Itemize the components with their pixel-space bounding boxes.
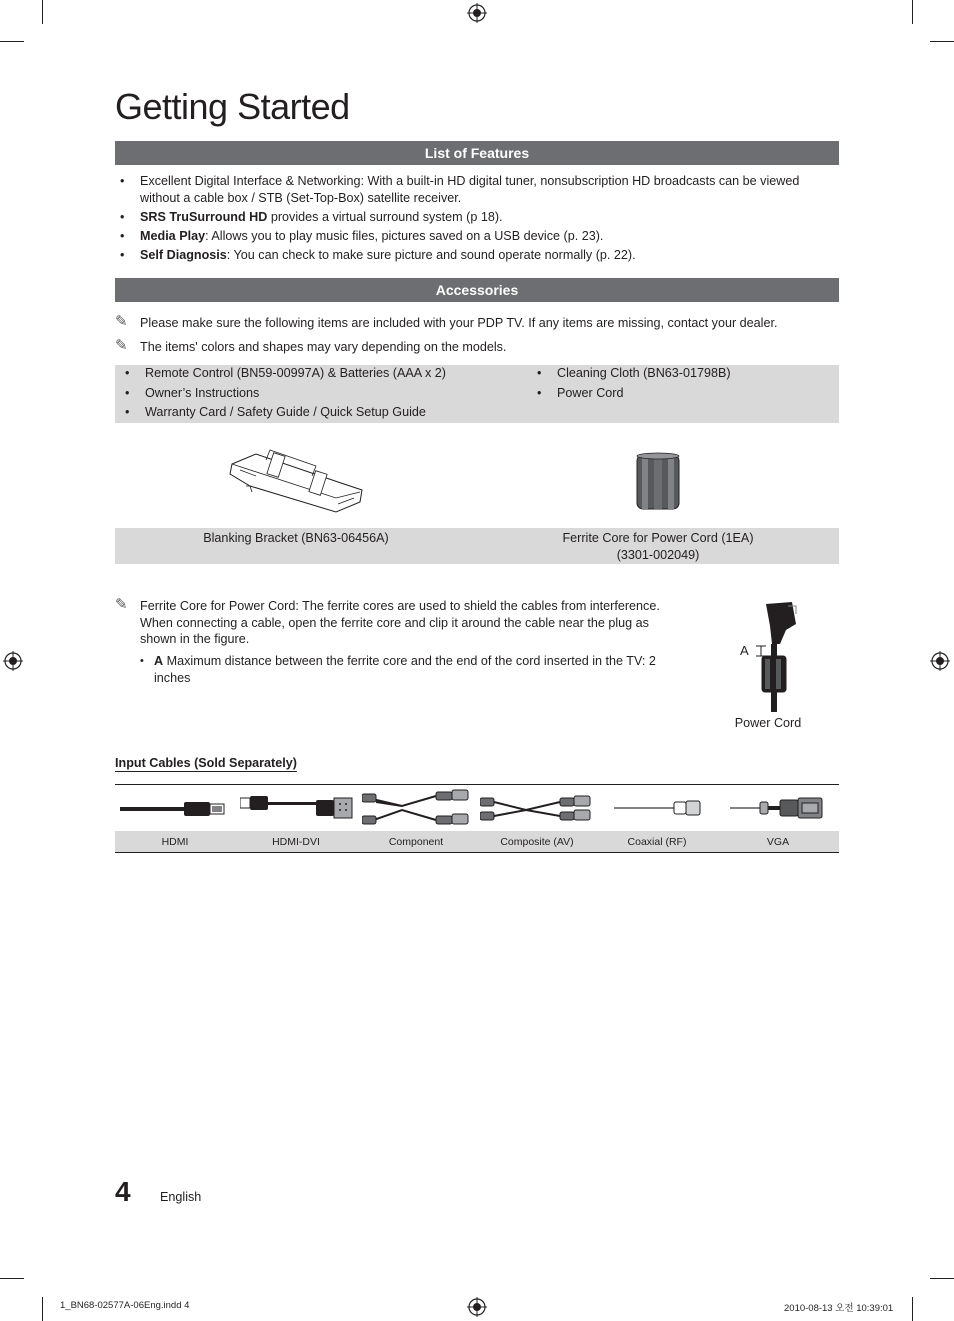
crop-mark — [912, 1297, 913, 1321]
features-header: List of Features — [115, 141, 839, 165]
feature-text: : You can check to make sure picture and sound operate normally (p. 22). — [226, 248, 636, 262]
blanking-bracket-image — [226, 446, 366, 516]
subnote-text: Maximum distance between the ferrite core and the end of the cord inserted in the TV: 2 inches — [154, 654, 656, 685]
figure-label-a: A — [740, 643, 749, 658]
cable-label-hdmi-dvi: HDMI-DVI — [272, 836, 320, 848]
feature-text: Excellent Digital Interface & Networking: With a built-in HD digital tuner, nonsubscription HD broadcasts can be viewed without a cable box / STB (Set-Top-Box) satellite receiver. — [140, 174, 800, 205]
component-cable-image — [362, 788, 470, 828]
crop-mark — [0, 41, 24, 42]
divider — [115, 784, 839, 785]
list-item: • SRS TruSurround HD provides a virtual surround system (p 18). — [120, 210, 503, 224]
page-language: English — [160, 1190, 202, 1204]
list-item: • Excellent Digital Interface & Networking: With a built-in HD digital tuner, nonsubscription HD broadcasts can be viewed without a cable box / STB (Set-Top-Box) satellite receiver. — [115, 173, 825, 206]
ferrite-subnote: • A Maximum distance between the ferrite core and the end of the cord inserted in the TV: 2 inches — [140, 654, 656, 685]
power-cord-caption: Power Cord — [734, 716, 802, 730]
crop-mark — [930, 1278, 954, 1279]
crop-mark — [912, 0, 913, 24]
feature-text: : Allows you to play music files, pictures saved on a USB device (p. 23). — [205, 229, 604, 243]
accessories-list-left — [115, 364, 515, 423]
note-pencil-icon: ✎ — [115, 596, 128, 613]
list-item: • Power Cord — [537, 385, 624, 400]
subnote-label: A — [154, 654, 164, 668]
page-number: 4 — [115, 1176, 131, 1207]
registration-mark-icon — [930, 651, 950, 671]
page-title: Getting Started — [115, 86, 350, 127]
feature-name: Self Diagnosis — [140, 248, 227, 262]
cable-label-hdmi: HDMI — [161, 836, 189, 848]
list-item: • Media Play: Allows you to play music files, pictures saved on a USB device (p. 23). — [120, 229, 604, 243]
note-text: The items' colors and shapes may vary depending on the models. — [140, 340, 507, 354]
ferrite-note — [115, 598, 685, 648]
composite-cable-image — [480, 794, 592, 822]
list-item: • Warranty Card / Safety Guide / Quick Setup Guide — [125, 405, 426, 419]
feature-name: Media Play — [140, 229, 206, 243]
footer-file-name: 1_BN68-02577A-06Eng.indd 4 — [60, 1300, 190, 1311]
cable-label-vga: VGA — [766, 836, 790, 848]
list-item: • Remote Control (BN59-00997A) & Batteries (AAA x 2) — [125, 366, 446, 380]
note — [115, 339, 835, 356]
note-pencil-icon: ✎ — [115, 337, 128, 354]
bracket-caption: Blanking Bracket (BN63-06456A) — [203, 531, 389, 545]
list-item: • Self Diagnosis: You can check to make sure picture and sound operate normally (p. 22). — [120, 248, 636, 262]
divider — [115, 852, 839, 853]
cable-label-coaxial: Coaxial (RF) — [627, 836, 687, 848]
hdmi-dvi-cable-image — [240, 792, 354, 824]
crop-mark — [930, 41, 954, 42]
list-item: • Owner’s Instructions — [125, 385, 260, 400]
feature-text: provides a virtual surround system (p 18). — [267, 210, 503, 224]
footer-timestamp: 2010-08-13 오전 10:39:01 — [784, 1303, 894, 1314]
list-item: • Cleaning Cloth (BN63-01798B) — [537, 366, 731, 380]
note-text: Please make sure the following items are included with your PDP TV. If any items are missing, contact your dealer. — [140, 316, 778, 330]
ferrite-caption: Ferrite Core for Power Cord (1EA) (3301-002049) — [562, 531, 754, 562]
crop-mark — [42, 1297, 43, 1321]
crop-mark — [0, 1278, 24, 1279]
ferrite-core-image — [634, 451, 682, 513]
note — [115, 315, 835, 332]
note-text: Ferrite Core for Power Cord: The ferrite cores are used to shield the cables from interference. When connecting a cable, open the ferrite core and clip it around the cable near the plug as shown in the figure. — [140, 599, 660, 646]
cables-heading: Input Cables (Sold Separately) — [115, 756, 297, 770]
registration-mark-icon — [467, 1297, 487, 1317]
registration-mark-icon — [467, 3, 487, 23]
cable-label-component: Component — [388, 836, 444, 848]
hdmi-cable-image — [120, 796, 232, 822]
vga-cable-image — [730, 794, 826, 822]
coaxial-cable-image — [614, 798, 704, 818]
cable-label-composite: Composite (AV) — [500, 836, 574, 848]
registration-mark-icon — [3, 651, 23, 671]
note-pencil-icon: ✎ — [115, 313, 128, 330]
feature-name: SRS TruSurround HD — [140, 210, 268, 224]
crop-mark — [42, 0, 43, 24]
accessories-list-right — [527, 364, 827, 403]
accessories-header: Accessories — [115, 278, 839, 302]
